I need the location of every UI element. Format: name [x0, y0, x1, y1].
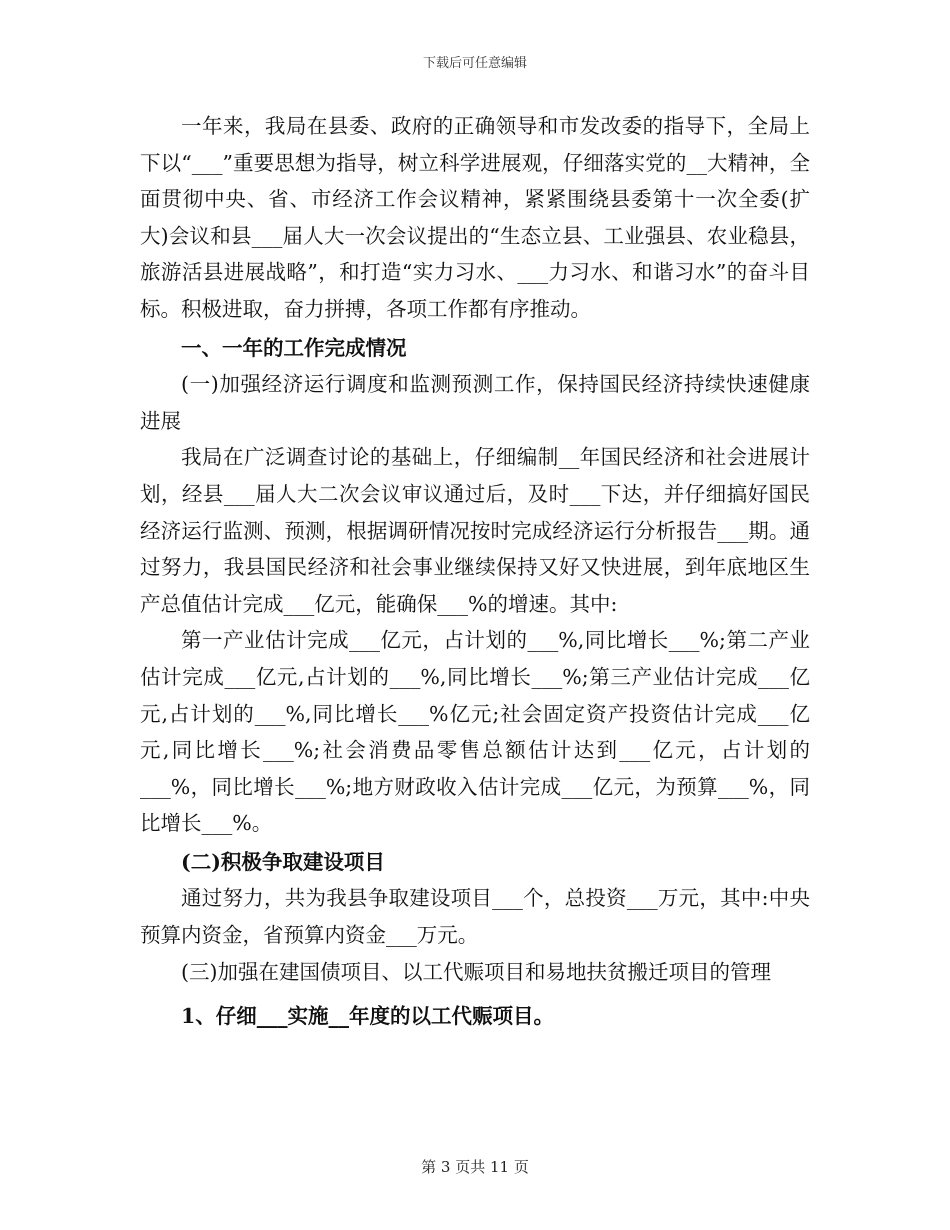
subsection-heading-2: (二)积极争取建设项目: [181, 849, 385, 874]
document-body: [140, 108, 810, 1035]
section-heading-1: 一、一年的工作完成情况: [181, 335, 407, 360]
intro-paragraph: 一年来，我局在县委、政府的正确领导和市发改委的指导下，全局上下以“___”重要思想为指导，树立科学进展观，仔细落实党的__大精神，全面贯彻中央、省、市经济工作会议精神，紧紧围绕县委第十一次全委(扩大)会议和县___届人大一次会议提出的“生态立县、工业强县、农业稳县，旅游活县进展战略”，和打造“实力习水、___力习水、和谐习水”的奋斗目标。积极进取，奋力拼搏，各项工作都有序推动。: [140, 114, 810, 321]
body-paragraph: 我局在广泛调查讨论的基础上，仔细编制__年国民经济和社会进展计划，经县___届人大二次会议审议通过后，及时___下达，并仔细搞好国民经济运行监测、预测，根据调研情况按时完成经济运行分析报告___期。通过努力，我县国民经济和社会事业继续保持又好又快进展，到年底地区生产总值估计完成___亿元，能确保___%的增速。其中:: [140, 445, 810, 616]
item-heading: 1、仔细___实施__年度的以工代赈项目。: [181, 1004, 555, 1029]
body-paragraph: 通过努力，共为我县争取建设项目___个，总投资___万元，其中:中央预算内资金，省预算内资金___万元。: [140, 886, 810, 948]
subsection-heading-3: (三)加强在建国债项目、以工代赈项目和易地扶贫搬迁项目的管理: [181, 959, 771, 984]
page-footer: 第 3 页共 11 页: [421, 1158, 529, 1176]
subsection-heading-1: (一)加强经济运行调度和监测预测工作，保持国民经济持续快速健康进展: [140, 372, 810, 433]
page-header: 下载后可任意编辑: [422, 56, 527, 71]
body-paragraph: 第一产业估计完成___亿元，占计划的___%,同比增长___%;第二产业估计完成___亿元,占计划的___%,同比增长___%;第三产业估计完成___亿元,占计划的___%,同比增长___%亿元;社会固定资产投资估计完成___亿元,同比增长___%;社会消费品零售总额估计达到___亿元，占计划的___%，同比增长___%;地方财政收入估计完成___亿元，为预算___%，同比增长___%。: [140, 628, 810, 836]
